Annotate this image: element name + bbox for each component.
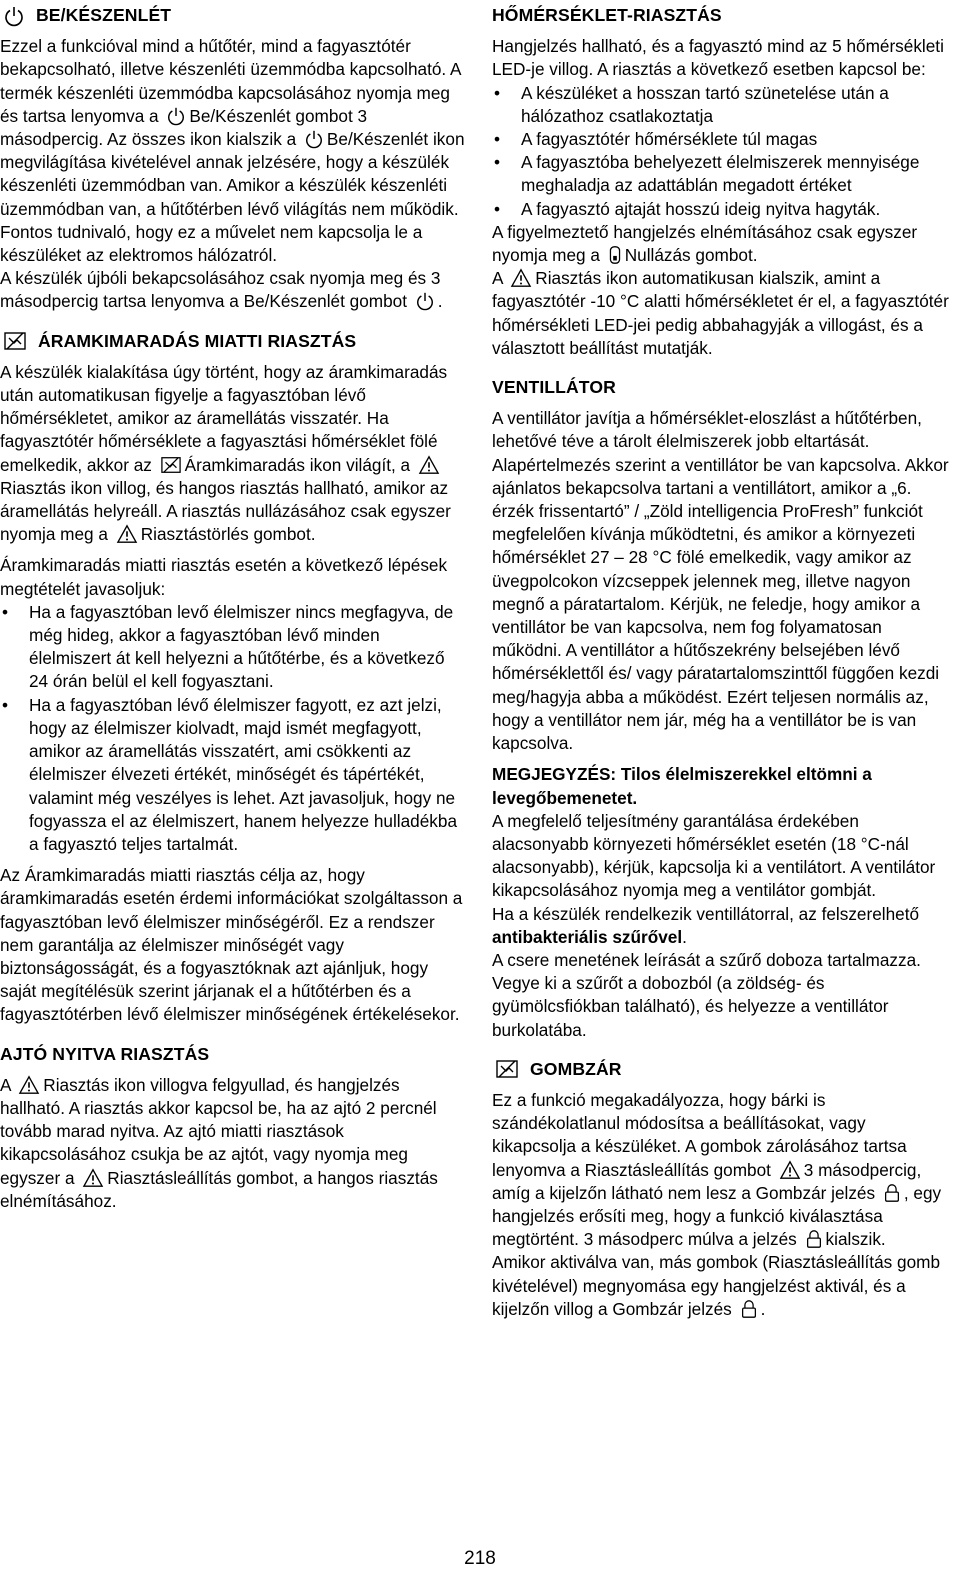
temp-alarm-bullet-list — [492, 82, 952, 221]
left-column — [0, 4, 466, 1221]
list-item: • A készüléket a hosszan tartó szünetelése után a hálózathoz csatlakoztatja — [492, 82, 952, 128]
power-failure-heading — [0, 330, 466, 353]
power-failure-heading-text: ÁRAMKIMARADÁS MIATTI RIASZTÁS — [38, 330, 357, 351]
fan-note: MEGJEGYZÉS: Tilos élelmiszerekkel eltömni a levegőbemenetet. — [492, 764, 872, 808]
warning-icon — [418, 455, 440, 475]
fan-paragraph-1: A ventillátor javítja a hőmérséklet-eloszlást a hűtőtérben, lehetővé téve a tárolt élelmiszerek jobb eltartását. Alapértelmezés szerint a ventillátor be van kapcsolva. Akkor ajánlatos bekapcsolva tartani a ventillátort, amikor a „6. érzék frissentartó” / „Zöld intelligencia ProFresh” funkciót megfelelően kívánja működtetni, és amikor a környezeti hőmérséklet 27 – 28 °C fölé emelkedik, vagy amikor az üvegpolcokon vízcseppek jelennek meg, illetve nagyon megnő a páratartalom. Kérjük, ne feledje, hogy amikor a ventillátor be van kapcsolva, nem fog folyamatosan működni. A ventillátor a hűtőszekrény belsejében lévő hőmérséklettől és/ vagy páratartalomszinttől függően kezdi meg/hagyja abba a működést. Ezért teljesen normális az, hogy a ventillátor nem jár, még ha a ventillátor be is van kapcsolva. — [492, 408, 949, 754]
button-lock-heading-text: GOMBZÁR — [530, 1058, 622, 1079]
power-failure-paragraph-3: Az Áramkimaradás miatti riasztás célja az, hogy áramkimaradás esetén érdemi információkat szolgáltasson a fagyasztóban levő élelmiszer minőségéről. Ez a rendszer nem garantálja az élelmiszer minőségét vagy biztonságosságát, és a fogyasztóknak azt ajánljuk, hogy saját megítélésük szerint járjanak el a hűtőtérben és a fagyasztótérben lévő élelmiszer minőségének értékelésekor. — [0, 865, 463, 1025]
lock-text-d: kialszik. — [825, 1229, 886, 1250]
page-number: 218 — [464, 1548, 496, 1569]
right-column — [492, 4, 952, 1329]
lock-text-b: 3 másodpercig, amíg a kijelzőn látható nem lesz a Gombzár jelzés — [492, 1159, 922, 1203]
button-lock-paragraph-1 — [492, 1089, 952, 1251]
warning-icon — [116, 524, 138, 544]
power-failure-icon — [160, 455, 182, 475]
button-lock-paragraph-2 — [492, 1251, 952, 1321]
fan-paragraph-2: A megfelelő teljesítmény garantálása érdekében alacsonyabb környezeti hőmérséklet esetén (18 °C-nál alacsonyabb), kérjük, kapcsolja ki a ventilátort. A ventilátor kikapcsolásához nyomja meg a ventilátor gombját. — [492, 810, 936, 901]
fan-paragraph-3 — [492, 903, 952, 949]
fan-text-a: Ha a készülék rendelkezik ventillátorral, az felszerelhető — [492, 903, 920, 924]
power-failure-text-a: A készülék kialakítása úgy történt, hogy az áramkimaradás után automatikusan figyelje a fagyasztóban lévő hőmérsékletet, amikor az áramellátás visszatér. Ha fagyasztótér hőmérséklete a fagyasztási hőmérséklet fölé emelkedik, akkor az — [0, 361, 448, 475]
reset-button-icon — [608, 245, 622, 265]
temp-alarm-text-a: A figyelmeztető hangjelzés elnémításához csak egyszer nyomja meg a — [492, 221, 918, 266]
standby-text-e: . — [437, 291, 443, 312]
standby-heading — [0, 4, 466, 27]
standby-text-a: Ezzel a funkcióval mind a hűtőtér, mind a fagyasztótér bekapcsolható, illetve készenléti üzemmódba kapcsolható. A termék készenléti üzemmódba kapcsolásához nyomja meg és tartsa lenyomva a — [0, 36, 461, 126]
fan-paragraph-5: Vegye ki a szűrőt a dobozból (a zöldség- és gyümölcsfiókban található), és helyezze a ventillátor burkolatába. — [492, 973, 889, 1040]
door-alarm-heading — [0, 1043, 466, 1066]
temp-alarm-text-c: A — [492, 268, 503, 289]
power-icon — [415, 291, 435, 311]
door-text-a: A — [0, 1074, 11, 1095]
fan-heading-text: VENTILLÁTOR — [492, 377, 616, 398]
lock-text-a: Ez a funkció megakadályozza, hogy bárki is szándékolatlanul módosítsa a beállításokat, vagy kikapcsolja a készüléket. A gombok zárolásához tartsa lenyomva a Riasztásleállítás gombot — [492, 1089, 907, 1180]
list-item: • Ha a fagyasztóban levő élelmiszer nincs megfagyva, de még hideg, akkor a fagyasztóban lévő minden élelmiszert át kell helyezni a hűtőtérbe, és a következő 24 órán belül el kell fogyasztani. — [0, 601, 466, 694]
temp-alarm-text-d: Riasztás ikon automatikusan kialszik, amint a fagyasztótér -10 °C alatti hőmérsékletet ér el, a fagyasztótér hőmérsékleti LED-jei pedig abbahagyják a villogást, és a választott beállítást mutatják. — [492, 268, 949, 358]
temp-alarm-text-b: Nullázás gombot. — [624, 245, 758, 266]
power-failure-icon — [3, 330, 27, 352]
list-item: • A fagyasztótér hőmérséklete túl magas — [492, 128, 952, 151]
lock-icon — [805, 1229, 823, 1249]
standby-heading-text: BE/KÉSZENLÉT — [36, 5, 172, 25]
temp-alarm-paragraph-1: Hangjelzés hallható, és a fagyasztó mind az 5 hőmérsékleti LED-je villog. A riasztás a következő esetben kapcsol be: — [492, 36, 944, 80]
standby-text-c: Be/Készenlét ikon megvilágítása kivételével annak jelzésére, hogy a készülék készenléti üzemmódban van. Amikor a készülék készenléti üzemmódban van, a hűtőtérben lévő világítás nem működik. — [0, 129, 465, 219]
fan-paragraph-4: A csere menetének leírását a szűrő doboza tartalmazza. — [492, 949, 921, 970]
warning-icon — [779, 1160, 801, 1180]
power-icon — [304, 129, 324, 149]
door-alarm-heading-text: AJTÓ NYITVA RIASZTÁS — [0, 1043, 210, 1064]
temp-alarm-paragraph-3 — [492, 267, 952, 360]
standby-text-b: Be/Készenlét gombot 3 másodpercig. Az összes ikon kialszik a — [0, 105, 368, 150]
fan-filter-bold: antibakteriális szűrővel — [492, 926, 683, 947]
lock-icon — [883, 1183, 901, 1203]
power-icon — [3, 5, 25, 27]
power-icon — [166, 106, 186, 126]
list-item: • A fagyasztó ajtaját hosszú ideig nyitva hagyták. — [492, 198, 952, 221]
fan-text-c: . — [682, 926, 687, 947]
standby-text-d: A készülék újbóli bekapcsolásához csak nyomja meg és 3 másodpercig tartsa lenyomva a Be/Készenlét gombot — [0, 268, 441, 312]
temp-alarm-heading — [492, 4, 952, 27]
lock-text-f: . — [760, 1298, 766, 1319]
button-lock-icon — [495, 1058, 519, 1080]
standby-paragraph-1 — [0, 35, 466, 221]
standby-paragraph-3 — [0, 267, 466, 313]
door-text-b: Riasztás ikon villogva felgyullad, és hangjelzés hallható. A riasztás akkor kapcsol be, ha az ajtó 2 percnél tovább marad nyitva. Az ajtó miatti riasztások kikapcsolásához csukja be az ajtót, vagy nyomja meg egyszer a — [0, 1074, 437, 1188]
button-lock-heading — [492, 1058, 952, 1081]
power-failure-text-b: Áramkimaradás ikon világít, a — [184, 454, 411, 475]
list-item: • Ha a fagyasztóban lévő élelmiszer fagyott, ez azt jelzi, hogy az élelmiszer kiolvadt, majd ismét megfagyott, amikor az áramellátás visszatért, ami csökkenti az élelmiszer élvezeti értékét, minőségét és tápértékét, valamint még veszélyes is lehet. Azt javasoljuk, hogy ne fogyassza el az élelmiszert, hanem helyezze hulladékba a fagyasztó teljes tartalmát. — [0, 694, 466, 856]
lock-text-c: , egy hangjelzés erősíti meg, hogy a funkció kiválasztása megtörtént. 3 másodperc múlva a jelzés — [492, 1182, 942, 1250]
list-item: • A fagyasztóba behelyezett élelmiszerek mennyisége meghaladja az adattáblán megadott értéket — [492, 151, 952, 197]
fan-heading — [492, 376, 952, 399]
power-failure-text-d: Riasztástörlés gombot. — [140, 524, 316, 545]
warning-icon — [510, 268, 532, 288]
standby-paragraph-2: Fontos tudnivaló, hogy ez a művelet nem kapcsolja le a készüléket az elektromos hálózatról. — [0, 221, 423, 266]
door-alarm-paragraph — [0, 1074, 466, 1213]
warning-icon — [18, 1075, 40, 1095]
power-failure-bullet-list — [0, 601, 466, 856]
lock-text-e: Amikor aktiválva van, más gombok (Riasztásleállítás gomb kivételével) megnyomása egy hangjelzést aktivál, és a kijelzőn villog a Gombzár jelzés — [492, 1252, 940, 1319]
temp-alarm-heading-text: HŐMÉRSÉKLET-RIASZTÁS — [492, 5, 722, 25]
door-text-c: Riasztásleállítás gombot, a hangos riasztás elnémításához. — [0, 1167, 438, 1211]
power-failure-paragraph-2: Áramkimaradás miatti riasztás esetén a következő lépések megtételét javasoljuk: — [0, 555, 448, 599]
warning-icon — [82, 1168, 104, 1188]
power-failure-text-c: Riasztás ikon villog, és hangos riasztás hallható, amikor az áramellátás helyreáll. A riasztás nullázásához csak egyszer nyomja meg a — [0, 477, 451, 545]
temp-alarm-paragraph-2 — [492, 221, 952, 267]
lock-icon — [740, 1299, 758, 1319]
power-failure-paragraph-1 — [0, 361, 466, 547]
